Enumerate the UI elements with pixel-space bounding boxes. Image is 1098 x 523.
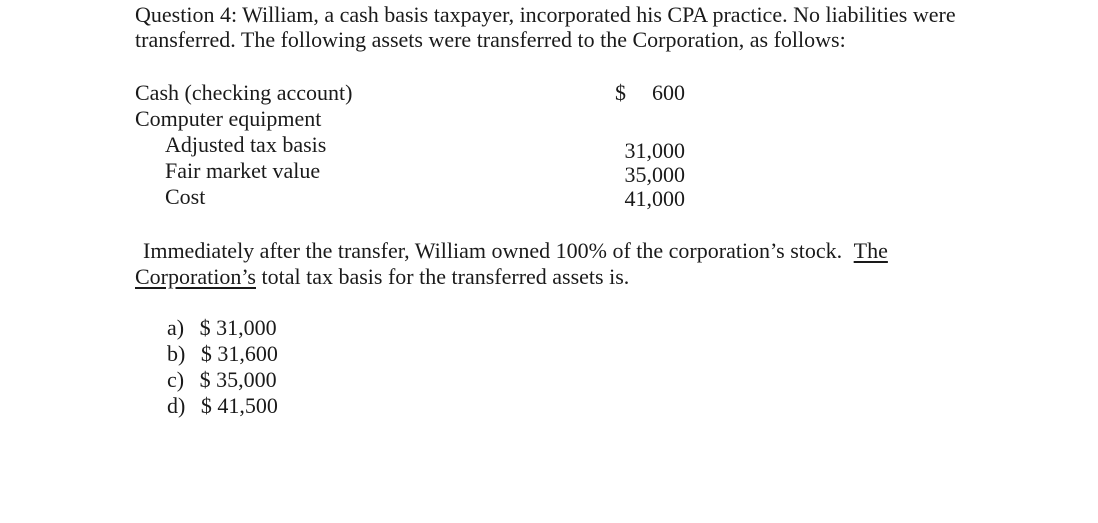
option-value: $ 31,600 xyxy=(200,341,278,366)
fair-market-label: Fair market value xyxy=(165,158,321,183)
adjusted-basis-value: 31,000 xyxy=(624,138,685,163)
option-letter: b) xyxy=(167,341,186,366)
fair-market-value: 35,000 xyxy=(624,162,685,187)
statement-line-2 xyxy=(135,264,629,290)
option-value: $ 31,000 xyxy=(199,315,277,340)
adjusted-basis-label: Adjusted tax basis xyxy=(165,132,327,157)
question-line-1: Question 4: William, a cash basis taxpayer, incorporated his CPA practice. No liabilities were xyxy=(135,2,956,27)
cash-value: 600 xyxy=(652,80,685,105)
statement-underlined-the: The xyxy=(853,238,888,263)
option-a[interactable] xyxy=(167,315,277,341)
option-letter: d) xyxy=(167,393,186,418)
option-value: $ 41,500 xyxy=(200,393,278,418)
statement-main: Immediately after the transfer, William owned 100% of the corporation’s stock. xyxy=(143,238,843,263)
option-letter: c) xyxy=(167,367,185,392)
option-d[interactable] xyxy=(167,393,278,419)
cash-currency: $ xyxy=(615,80,626,105)
option-c[interactable] xyxy=(167,367,277,393)
statement-underlined-corporation: Corporation’s xyxy=(135,264,256,289)
option-value: $ 35,000 xyxy=(199,367,277,392)
option-b[interactable] xyxy=(167,341,278,367)
statement-rest: total tax basis for the transferred assets is. xyxy=(256,264,630,289)
equipment-label: Computer equipment xyxy=(135,106,322,131)
question-line-2: transferred. The following assets were transferred to the Corporation, as follows: xyxy=(135,27,846,52)
cost-label: Cost xyxy=(165,184,206,209)
cash-label: Cash (checking account) xyxy=(135,80,353,105)
option-letter: a) xyxy=(167,315,185,340)
cost-value: 41,000 xyxy=(624,186,685,211)
statement-line-1 xyxy=(143,238,888,264)
